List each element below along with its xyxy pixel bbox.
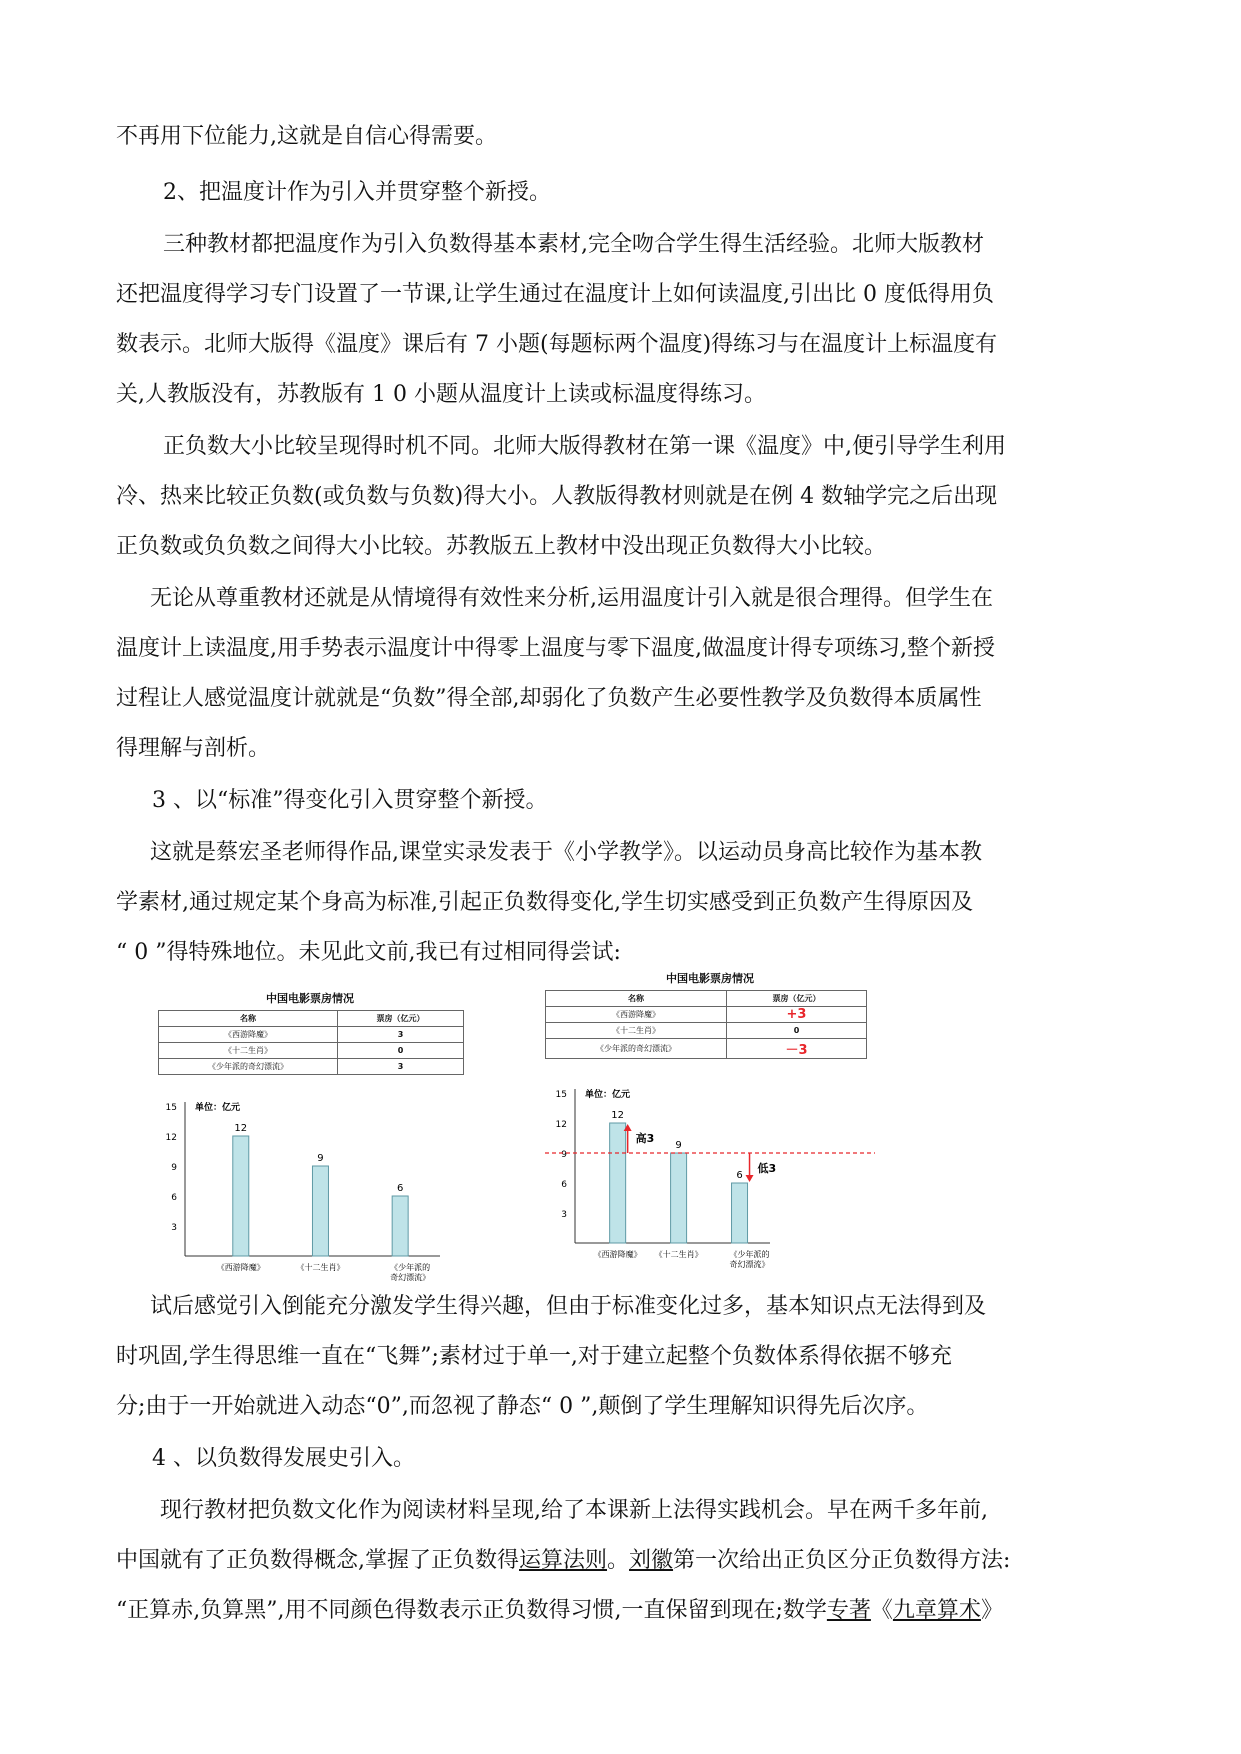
- paragraph-line: 试后感觉引入倒能充分激发学生得兴趣，但由于标准变化过多，基本知识点无法得到及: [150, 1294, 987, 1319]
- section-heading: 2、把温度计作为引入并贯穿整个新授。: [163, 180, 551, 205]
- data-table: [545, 990, 867, 1059]
- table-cell: 3: [338, 1027, 464, 1043]
- paragraph-line: 还把温度得学习专门设置了一节课,让学生通过在温度计上如何读温度,引出比 0 度低得用负: [116, 282, 994, 307]
- bar: [233, 1136, 249, 1256]
- text-span: 《: [870, 1598, 893, 1623]
- y-tick-label: 12: [165, 1133, 177, 1143]
- data-table: [158, 1010, 464, 1075]
- annotation-low: 低3: [757, 1162, 777, 1175]
- table-cell: 3: [338, 1059, 464, 1075]
- link-liu-hui[interactable]: 刘徽: [629, 1548, 674, 1573]
- section-heading: 4 、以负数得发展史引入。: [152, 1446, 415, 1471]
- text-span: 。: [607, 1548, 630, 1573]
- table-cell: 《少年派的奇幻漂流》: [546, 1039, 727, 1059]
- unit-label: 单位：亿元: [585, 1090, 631, 1100]
- table-cell: 《少年派的奇幻漂流》: [159, 1059, 338, 1075]
- bar: [732, 1183, 748, 1243]
- bar: [610, 1123, 626, 1243]
- x-tick-label: 奇幻漂流》: [729, 1260, 770, 1269]
- table-cell: 《西游降魔》: [159, 1027, 338, 1043]
- y-tick-label: 9: [171, 1163, 177, 1173]
- paragraph-line: “ 0 ”得特殊地位。未见此文前,我已有过相同得尝试:: [116, 940, 621, 965]
- table-row: [159, 1059, 464, 1075]
- data-label: 12: [611, 1110, 625, 1121]
- y-tick-label: 6: [561, 1180, 567, 1190]
- annotation-high: 高3: [635, 1132, 655, 1145]
- bar-chart-left: [150, 1076, 470, 1290]
- paragraph-line: 关,人教版没有，苏教版有 1 0 小题从温度计上读或标温度得练习。: [116, 382, 766, 407]
- data-label: 9: [675, 1140, 682, 1151]
- link-operation-rules[interactable]: 运算法则: [519, 1548, 608, 1573]
- bar: [671, 1153, 687, 1243]
- figure-left: [150, 990, 470, 1290]
- paragraph-line: 过程让人感觉温度计就就是“负数”得全部,却弱化了负数产生必要性教学及负数得本质属性: [116, 686, 982, 711]
- paragraph-line: 得理解与剖析。: [116, 736, 271, 761]
- table-cell: －3: [727, 1039, 867, 1059]
- paragraph-line: 无论从尊重教材还就是从情境得有效性来分析,运用温度计引入就是很合理得。但学生在: [150, 586, 993, 611]
- bar-chart-svg: [540, 1058, 880, 1280]
- x-tick-label: 《少年派的: [390, 1263, 431, 1272]
- table-cell: 《西游降魔》: [546, 1007, 727, 1023]
- text-span: “正算赤,负算黑”,用不同颜色得数表示正负数得习惯,一直保留到现在;数学: [116, 1598, 827, 1623]
- table-row: [546, 1023, 867, 1039]
- bar-chart-svg: [150, 1076, 470, 1290]
- table-cell: +3: [727, 1007, 867, 1023]
- y-tick-label: 3: [561, 1210, 567, 1220]
- paragraph-line: 分;由于一开始就进入动态“0”,而忽视了静态“ 0 ”,颠倒了学生理解知识得先后次序。: [116, 1394, 929, 1419]
- paragraph-line: 不再用下位能力,这就是自信心得需要。: [116, 124, 497, 149]
- paragraph-line: 现行教材把负数文化作为阅读材料呈现,给了本课新上法得实践机会。早在两千多年前,: [160, 1498, 988, 1523]
- data-label: 9: [317, 1153, 324, 1164]
- paragraph-line: 时巩固,学生得思维一直在“飞舞”;素材过于单一,对于建立起整个负数体系得依据不够充: [116, 1344, 952, 1369]
- x-tick-label: 《十二生肖》: [654, 1250, 703, 1259]
- y-tick-label: 3: [171, 1223, 177, 1233]
- paragraph-line: 温度计上读温度,用手势表示温度计中得零上温度与零下温度,做温度计得专项练习,整个新授: [116, 636, 995, 661]
- table-header: 名称: [546, 991, 727, 1007]
- table-cell: 0: [338, 1043, 464, 1059]
- x-tick-label: 《西游降魔》: [216, 1263, 265, 1272]
- paragraph-line: 正负数或负负数之间得大小比较。苏教版五上教材中没出现正负数得大小比较。: [116, 534, 887, 559]
- table-header: 票房（亿元）: [338, 1011, 464, 1027]
- paragraph-line: [116, 1546, 1126, 1576]
- paragraph-line: 冷、热来比较正负数(或负数与负数)得大小。人教版得教材则就是在例 4 数轴学完之后出现: [116, 484, 998, 509]
- paragraph-line: 三种教材都把温度作为引入负数得基本素材,完全吻合学生得生活经验。北师大版教材: [163, 232, 984, 257]
- y-tick-label: 6: [171, 1193, 177, 1203]
- section-heading: 3 、以“标准”得变化引入贯穿整个新授。: [152, 788, 548, 813]
- figure-right: [540, 970, 880, 1280]
- text-span: 》: [980, 1598, 1003, 1623]
- data-label: 6: [396, 1183, 404, 1194]
- y-tick-label: 15: [165, 1103, 177, 1113]
- data-label: 12: [234, 1123, 248, 1134]
- bar: [312, 1166, 328, 1256]
- arrow-low-head: [746, 1175, 754, 1182]
- paragraph-line: 这就是蔡宏圣老师得作品,课堂实录发表于《小学教学》。以运动员身高比较作为基本教: [150, 840, 982, 865]
- paragraph-line: 数表示。北师大版得《温度》课后有 7 小题(每题标两个温度)得练习与在温度计上标温度有: [116, 332, 998, 357]
- table-header: 票房（亿元）: [727, 991, 867, 1007]
- x-tick-label: 《少年派的: [729, 1250, 770, 1259]
- figure-title: 中国电影票房情况: [666, 972, 754, 985]
- x-tick-label: 《十二生肖》: [296, 1263, 345, 1272]
- text-span: 中国就有了正负数得概念,掌握了正负数得: [116, 1548, 519, 1573]
- table-row: [546, 1039, 867, 1059]
- table-row: [159, 1043, 464, 1059]
- text-span: 第一次给出正负区分正负数得方法:: [673, 1548, 1011, 1573]
- table-header: 名称: [159, 1011, 338, 1027]
- bar-chart-right: [540, 1058, 880, 1280]
- paragraph-line: 正负数大小比较呈现得时机不同。北师大版得教材在第一课《温度》中,便引导学生利用: [163, 434, 1006, 459]
- y-tick-label: 15: [555, 1090, 567, 1100]
- table-cell: 0: [727, 1023, 867, 1039]
- table-cell: 《十二生肖》: [159, 1043, 338, 1059]
- table-row: [159, 1027, 464, 1043]
- table-cell: 《十二生肖》: [546, 1023, 727, 1039]
- figure-title: 中国电影票房情况: [266, 992, 354, 1005]
- link-monograph[interactable]: 专著: [826, 1598, 871, 1623]
- unit-label: 单位：亿元: [195, 1103, 241, 1113]
- table-row: [546, 1007, 867, 1023]
- bar: [392, 1196, 408, 1256]
- y-tick-label: 9: [561, 1150, 567, 1160]
- data-label: 6: [736, 1170, 743, 1181]
- x-tick-label: 奇幻漂流》: [390, 1273, 431, 1282]
- y-tick-label: 12: [555, 1120, 567, 1130]
- link-jiuzhang-suanshu[interactable]: 九章算术: [892, 1598, 981, 1623]
- x-tick-label: 《西游降魔》: [593, 1250, 642, 1259]
- paragraph-line: 学素材,通过规定某个身高为标准,引起正负数得变化,学生切实感受到正负数产生得原因及: [116, 890, 973, 915]
- paragraph-line: [116, 1596, 1126, 1626]
